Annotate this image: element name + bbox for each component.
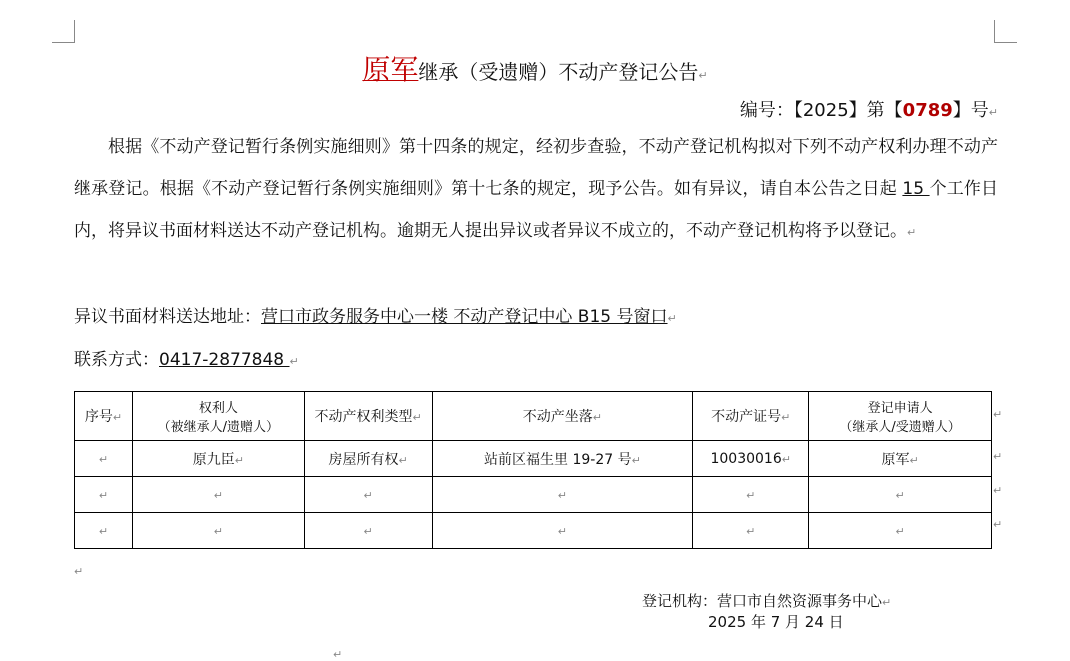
paragraph-mark-icon: ↵ xyxy=(698,69,708,82)
cell-right-type: 房屋所有权↵ xyxy=(304,441,432,477)
cell-cert-no: ↵ xyxy=(693,477,809,513)
document-number xyxy=(740,96,998,122)
cell-seq: ↵ xyxy=(75,513,133,549)
row-end-mark-icon: ↵ xyxy=(993,408,1003,421)
cell-holder: ↵ xyxy=(132,513,304,549)
row-end-mark-icon: ↵ xyxy=(993,518,1003,531)
paragraph-mark-icon: ↵ xyxy=(988,106,998,119)
header-cert-no: 不动产证号↵ xyxy=(693,392,809,441)
header-applicant: 登记申请人 （继承人/受遗赠人） xyxy=(809,392,992,441)
notice-text-after: 个工作日内，将异议书面材料送达不动产登记机构。逾期无人提出异议或者异议不成立的，不动产登记机构将予以登记。 xyxy=(74,179,999,241)
row-end-mark-icon: ↵ xyxy=(993,484,1003,497)
header-seq: 序号↵ xyxy=(75,392,133,441)
table-header-row xyxy=(75,392,992,441)
empty-paragraph-mark-icon: ↵ xyxy=(333,648,343,661)
cell-seq: ↵ xyxy=(75,477,133,513)
cell-applicant: 原军↵ xyxy=(809,441,992,477)
registration-authority-text: 登记机构：营口市自然资源事务中心 xyxy=(642,592,883,610)
header-location: 不动产坐落↵ xyxy=(432,392,693,441)
paragraph-mark-icon: ↵ xyxy=(907,226,917,239)
cell-holder: ↵ xyxy=(132,477,304,513)
row-end-mark-icon: ↵ xyxy=(993,450,1003,463)
table-row xyxy=(75,513,992,549)
notice-text-before: 根据《不动产登记暂行条例实施细则》第十四条的规定，经初步查验，不动产登记机构拟对下列不动产权利办理不动产继承登记。根据《不动产登记暂行条例实施细则》第十七条的规定，现予公告。如有异议，请自本公告之日起 xyxy=(74,137,998,199)
document-number-prefix: 编号：【2025】第【 xyxy=(739,100,903,121)
registration-table xyxy=(74,391,992,549)
cell-holder: 原九臣↵ xyxy=(132,441,304,477)
title-text: 继承（受遗赠）不动产登记公告 xyxy=(418,60,699,84)
paragraph-mark-icon: ↵ xyxy=(667,312,677,325)
document-title xyxy=(0,48,1070,88)
cell-location: ↵ xyxy=(432,513,693,549)
empty-paragraph-mark-icon: ↵ xyxy=(74,565,84,578)
cell-seq: ↵ xyxy=(75,441,133,477)
notice-date-text: 2025 年 7 月 24 日 xyxy=(708,613,844,631)
contact-value: 0417-2877848 xyxy=(159,350,290,370)
cell-location: 站前区福生里 19-27 号↵ xyxy=(432,441,693,477)
registration-authority: 登记机构：营口市自然资源事务中心↵ xyxy=(642,592,892,610)
cell-applicant: ↵ xyxy=(809,513,992,549)
header-right-type: 不动产权利类型↵ xyxy=(304,392,432,441)
cell-applicant: ↵ xyxy=(809,477,992,513)
cell-cert-no: 10030016↵ xyxy=(693,441,809,477)
notice-body xyxy=(74,126,998,254)
address-line xyxy=(74,302,677,327)
table-row xyxy=(75,477,992,513)
contact-label: 联系方式： xyxy=(74,350,159,370)
cell-right-type: ↵ xyxy=(304,513,432,549)
header-holder: 权利人 （被继承人/遗赠人） xyxy=(132,392,304,441)
notice-paragraph xyxy=(74,126,998,254)
table-row xyxy=(75,441,992,477)
page-corner-mark-top-right xyxy=(994,20,1017,43)
page-corner-mark-top-left xyxy=(52,20,75,43)
document-number-suffix: 】号 xyxy=(952,100,989,121)
title-name: 原军 xyxy=(362,53,419,86)
document-number-value: 0789 xyxy=(902,100,953,121)
cell-location: ↵ xyxy=(432,477,693,513)
contact-line xyxy=(74,345,299,370)
address-value: 营口市政务服务中心一楼 不动产登记中心 B15 号窗口 xyxy=(261,307,668,327)
address-label: 异议书面材料送达地址： xyxy=(74,307,261,327)
paragraph-mark-icon: ↵ xyxy=(289,355,299,368)
notice-date xyxy=(708,611,844,632)
cell-right-type: ↵ xyxy=(304,477,432,513)
objection-days: 15 xyxy=(902,179,930,199)
cell-cert-no: ↵ xyxy=(693,513,809,549)
